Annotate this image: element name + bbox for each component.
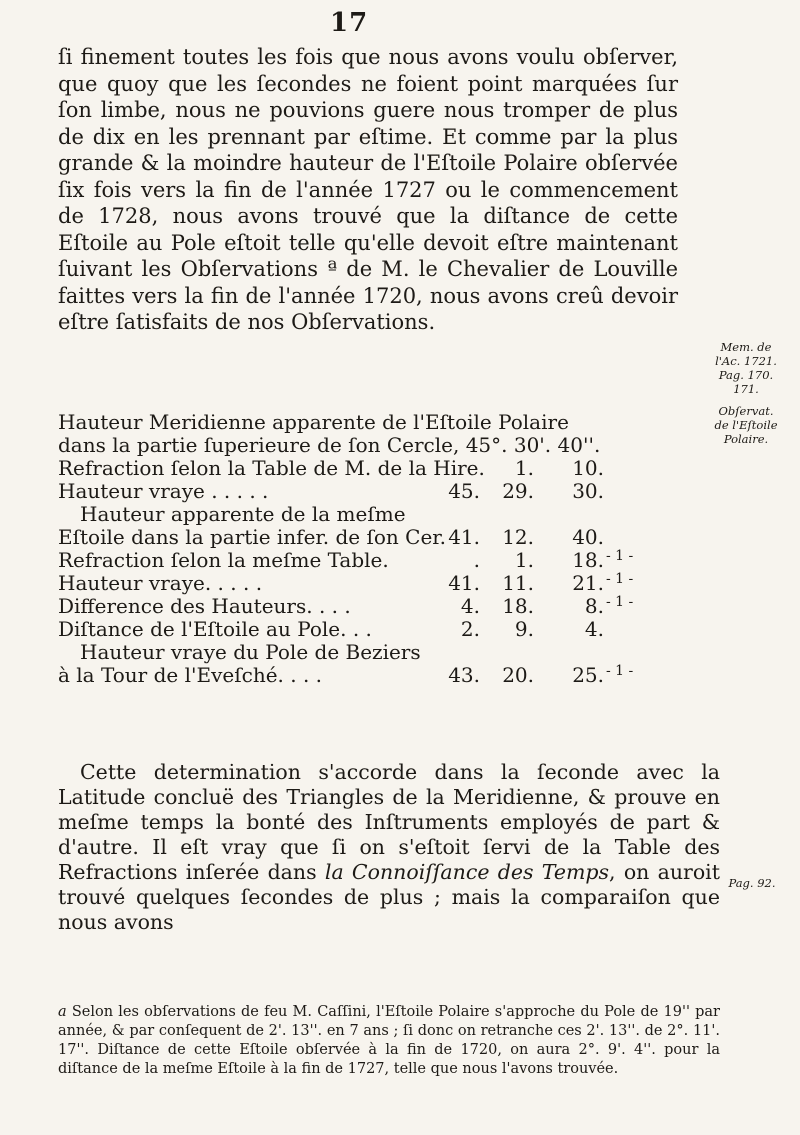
row-label: Eſtoile dans la partie infer. de ſon Cer. xyxy=(58,525,447,549)
row-label: Diſtance de l'Eſtoile au Pole. . . xyxy=(58,617,372,641)
row-label: Refraction ſelon la Table de M. de la Hire. xyxy=(58,456,485,480)
table-row xyxy=(58,410,718,433)
value-degrees: 45. xyxy=(448,479,480,503)
value-minutes: 12. xyxy=(502,525,534,549)
value-degrees: 41. xyxy=(448,571,480,595)
paragraph-1-text: ſi finement toutes les fois que nous avons voulu obſerver, que quoy que les ſecondes ne foient point marquées ſur ſon limbe, nous ne pouvions guere nous tromper de plus de dix en les prennant par eſtime. Et comme par la plus grande & la moindre hauteur de l'Eſtoile Polaire obſervée ſix fois vers la fin de l'année 1727 ou le commencement de 1728, nous avons trouvé que la diſtance de cette Eſtoile au Pole eſtoit telle qu'elle devoit eſtre maintenant ſuivant les Obſervations ª de M. le Chevalier de Louville faittes vers la fin de l'année 1720, nous avons creû devoir eſtre ſatisfaits de nos Obſervations. xyxy=(58,45,678,334)
footnote-text: Selon les obſervations de feu M. Caſſini, l'Eſtoile Polaire s'approche du Pole de 19'' par année, & par conſequent de 2'. 13''. en 7 ans ; ſi donc on retranche ces 2'. 13''. de 2°. 11'. 17''. Diſtance de cette Eſtoile obſervée à la fin de 1720, on aura 2°. 9'. 4''. pour la diſtance de la meſme Eſtoile à la fin de 1727, telle que nous l'avons trouvée. xyxy=(58,1004,720,1077)
value-seconds: 30. xyxy=(572,479,604,503)
row-label: Refraction ſelon la meſme Table. xyxy=(58,548,389,572)
value-seconds: 8. xyxy=(584,594,604,618)
value-minutes: 29. xyxy=(502,479,534,503)
table-row xyxy=(58,502,718,525)
table-row xyxy=(58,594,718,617)
value-degrees: . xyxy=(473,548,480,572)
value-degrees: 4. xyxy=(460,594,480,618)
table-row xyxy=(58,456,718,479)
value-minutes: 1. xyxy=(514,456,534,480)
row-label: Difference des Hauteurs. . . . xyxy=(58,594,351,618)
paragraph-2-part-1: Cette determination s'accorde dans la ſeconde avec la Latitude concluë des Triangles de la Meridienne, & prouve en meſme temps la bonté des Inſtruments employés de part & d'autre. Il eſt vray que ſi on s'eſtoit ſervi de la Table des Refractions inſerée dans xyxy=(58,760,720,884)
table-row xyxy=(58,640,718,663)
value-note: - 1 - xyxy=(606,571,634,587)
row-label: Hauteur Meridienne apparente de l'Eſtoile Polaire xyxy=(58,410,569,434)
value-seconds: 25. xyxy=(572,663,604,687)
table-row xyxy=(58,525,718,548)
value-note: - 1 - xyxy=(606,594,634,610)
value-minutes: 9. xyxy=(514,617,534,641)
table-row xyxy=(58,548,718,571)
altitude-table xyxy=(58,410,718,686)
value-seconds: 4. xyxy=(584,617,604,641)
row-label: à la Tour de l'Eveſché. . . . xyxy=(58,663,323,687)
paragraph-1 xyxy=(58,44,678,336)
value-minutes: 20. xyxy=(502,663,534,687)
footnote xyxy=(58,1003,720,1079)
value-degrees: 41. xyxy=(448,525,480,549)
table-row xyxy=(58,433,718,456)
row-label: Hauteur vraye du Pole de Beziers xyxy=(80,640,421,664)
row-label: Hauteur vraye . . . . . xyxy=(58,479,269,503)
table-row xyxy=(58,663,718,686)
value-degrees: 2. xyxy=(460,617,480,641)
page-number: 17 xyxy=(330,8,369,38)
paragraph-2-title: la Connoiſſance des Temps xyxy=(324,860,610,884)
value-minutes: 1. xyxy=(514,548,534,572)
row-label: Hauteur vraye. . . . . xyxy=(58,571,263,595)
footnote-mark: a xyxy=(58,1004,67,1020)
paragraph-2-text xyxy=(58,760,720,935)
row-label: dans la partie ſuperieure de ſon Cercle, 45°. 30'. 40''. xyxy=(58,433,601,457)
paragraph-2-part-2: , on auroit trouvé quelques ſecondes de plus ; mais la comparaiſon que nous avons xyxy=(58,860,720,934)
value-seconds: 10. xyxy=(572,456,604,480)
table-row xyxy=(58,617,718,640)
table-row xyxy=(58,479,718,502)
value-minutes: 11. xyxy=(502,571,534,595)
margin-note-observation: Obſervat. de l'Eſtoile Polaire. xyxy=(714,404,778,446)
row-label: Hauteur apparente de la meſme xyxy=(80,502,406,526)
value-note: - 1 - xyxy=(606,663,634,679)
paragraph-2 xyxy=(58,760,720,935)
value-note: - 1 - xyxy=(606,548,634,564)
margin-note-memoires: Mem. de l'Ac. 1721. Pag. 170. 171. xyxy=(715,340,777,396)
value-degrees: 43. xyxy=(448,663,480,687)
value-seconds: 21. xyxy=(572,571,604,595)
table-row xyxy=(58,571,718,594)
value-seconds: 40. xyxy=(572,525,604,549)
value-minutes: 18. xyxy=(502,594,534,618)
margin-note-page: Pag. 92. xyxy=(728,876,776,890)
value-seconds: 18. xyxy=(572,548,604,572)
